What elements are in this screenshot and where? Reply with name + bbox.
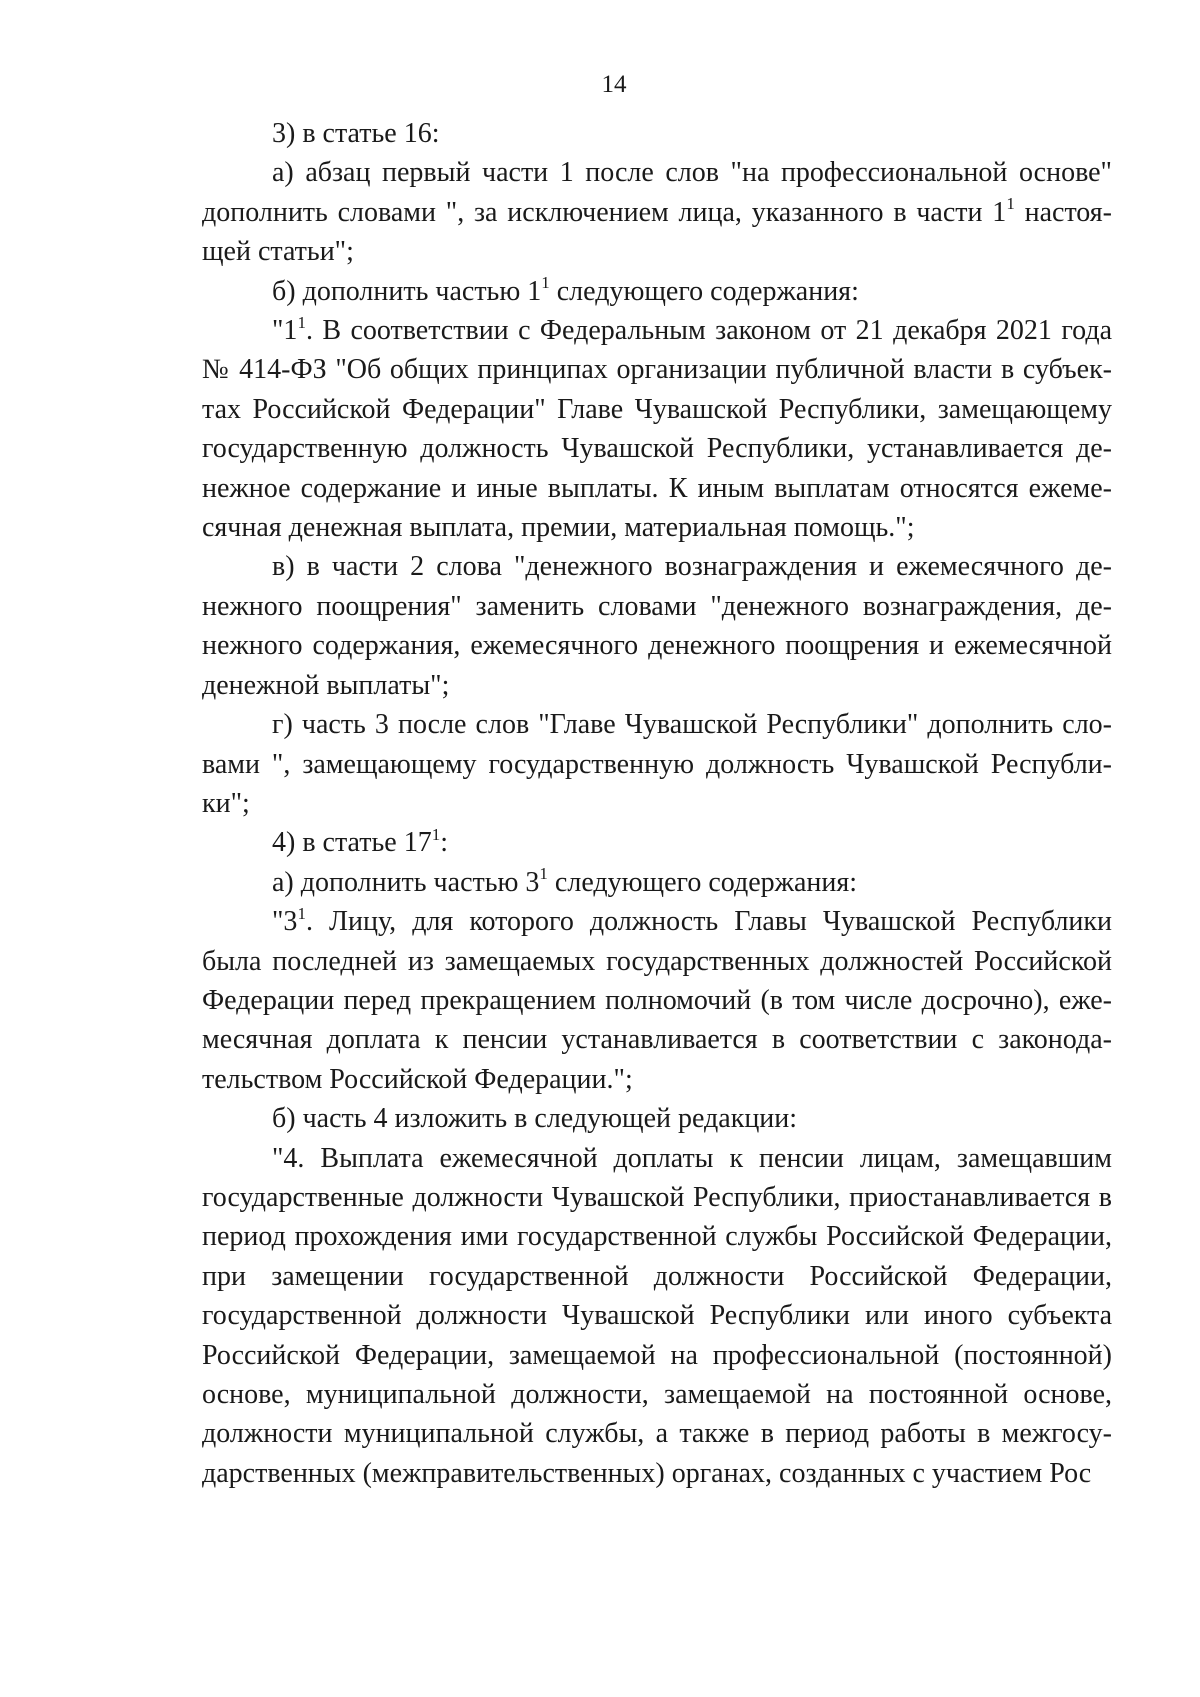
paragraph-article-17-1: 4) в статье $17^1$: [272,824,448,859]
superscript: 1 [431,824,441,844]
paragraph-17-b: б) часть 4 изложить в следующей редакции: [272,1103,798,1135]
paragraph-16-a: а) абзац первый части 1 после слов "на профессиональной основе" дополнить словами ", за исключением лица, указанного в части $1^1$ настоящей статьи"; [202,157,1112,268]
superscript: 1 [541,273,550,293]
paragraph-article-16: 3) в статье 16: [272,118,440,149]
document-body [202,114,1112,1493]
paragraph-17-a: а) дополнить частью $3^1$ следующего содержания: [272,864,858,898]
paragraph-16-b: б) дополнить частью $1^1$ следующего содержания: [272,273,859,307]
superscript: 1 [1006,194,1015,214]
paragraph-17-b-text: "4. Выплата ежемесячной доплаты к пенсии лицам, замещавшим государственные должности Чувашской Республики, приостанавливается в период прохождения ими государственной службы Российской Федерации, при замещении государственной должности Российской Федерации, государственной должности Чувашской Республики или иного субъекта Российской Федерации, замещаемой на профессиональной (постоянной) основе, муниципальной должности, замещаемой на постоянной основе, должности муниципальной службы, а также в период работы в межгосударственных (межправительственных) органах, созданных с участием Рос [202,1142,1112,1489]
paragraph-16-v: в) в части 2 слова "денежного вознаграждения и ежемесячного денежного поощрения" заменить словами "денежного вознаграждения, денежного содержания, ежемесячного денежного поощрения и ежемесячной денежной выплаты"; [202,551,1112,701]
paragraph-17-a-text: "$3^1$. Лицу, для которого должность Главы Чувашской Республики была последней из замещаемых государственных должностей Российской Федерации перед прекращением полномочий (в том числе досрочно), ежемесячная доплата к пенсии устанавливается в соответствии с законодательством Российской Федерации."; [202,903,1112,1095]
superscript: 1 [297,903,306,923]
superscript: 1 [539,864,548,884]
paragraph-16-b-text: "$1^1$. В соответствии с Федеральным законом от 21 декабря 2021 года № 414-ФЗ "Об общих принципах организации публичной власти в субъектах Российской Федерации" Главе Чувашской Республики, замещающему государственную должность Чувашской Республики, устанавливается денежное содержание и иные выплаты. К иным выплатам относятся ежемесячная денежная выплата, премии, материальная помощь."; [202,312,1112,544]
page-number: 14 [601,71,627,98]
superscript: 1 [297,312,306,332]
paragraph-16-g: г) часть 3 после слов "Главе Чувашской Республики" дополнить словами ", замещающему государственную должность Чувашской Республики"; [202,709,1112,819]
